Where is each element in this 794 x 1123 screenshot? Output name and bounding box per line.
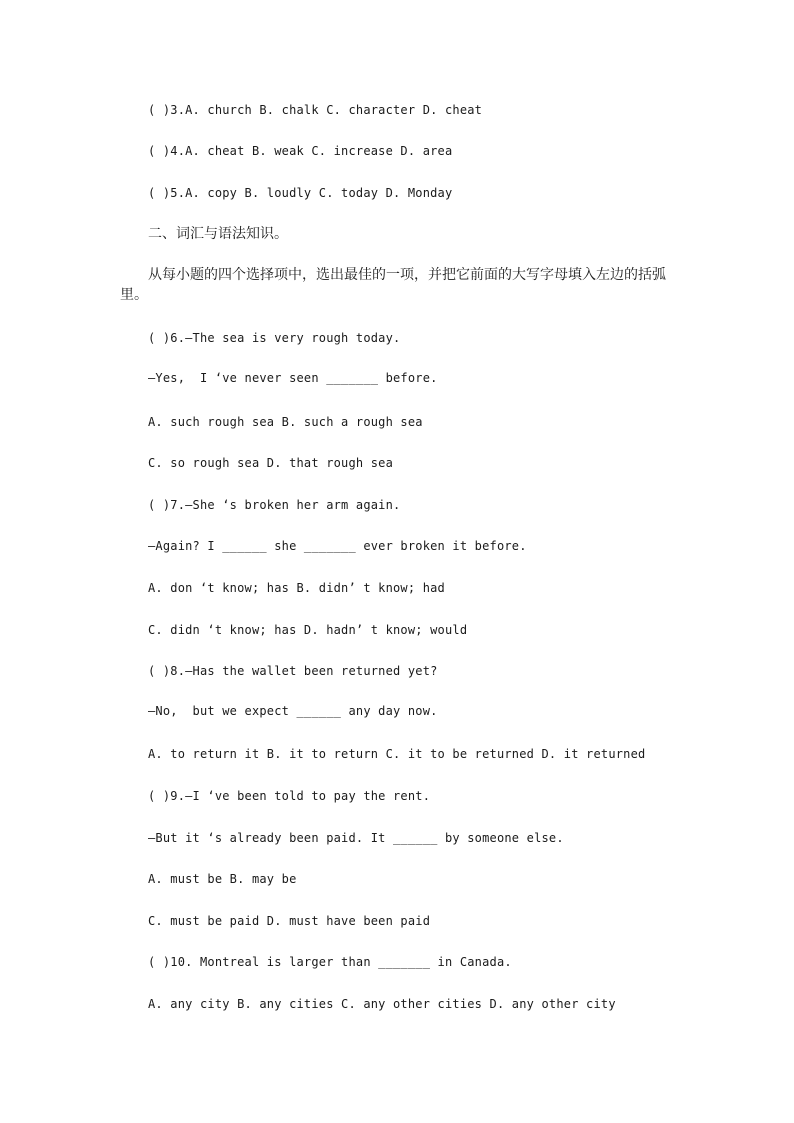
question-6-reply: —Yes, I ‘ve never seen _______ before.: [148, 371, 438, 385]
question-10-stem: ( )10. Montreal is larger than _______ in Canada.: [148, 955, 512, 969]
question-7-reply: —Again? I ______ she _______ ever broken it before.: [148, 539, 527, 553]
question-9-options-cd: C. must be paid D. must have been paid: [148, 914, 431, 928]
question-3: ( )3.A. church B. chalk C. character D. cheat: [148, 103, 483, 117]
question-4: ( )4.A. cheat B. weak C. increase D. area: [148, 144, 453, 158]
instruction-paragraph: 从每小题的四个选择项中，选出最佳的一项，并把它前面的大写字母填入左边的括弧里。: [120, 267, 666, 303]
question-6-options-cd: C. so rough sea D. that rough sea: [148, 456, 394, 470]
question-7-options-cd: C. didn ‘t know; has D. hadn’ t know; would: [148, 623, 468, 637]
question-7-stem: ( )7.—She ‘s broken her arm again.: [148, 498, 401, 512]
question-8-reply: —No, but we expect ______ any day now.: [148, 704, 438, 718]
question-8-stem: ( )8.—Has the wallet been returned yet?: [148, 664, 438, 678]
section-title: 二、词汇与语法知识。: [148, 226, 288, 242]
question-5: ( )5.A. copy B. loudly C. today D. Monday: [148, 186, 453, 200]
question-10-options: A. any city B. any cities C. any other cities D. any other city: [148, 997, 616, 1011]
question-9-options-ab: A. must be B. may be: [148, 872, 297, 886]
question-6-options-ab: A. such rough sea B. such a rough sea: [148, 415, 423, 429]
question-8-options: A. to return it B. it to return C. it to be returned D. it returned: [148, 747, 646, 761]
question-9-reply: —But it ‘s already been paid. It ______ by someone else.: [148, 831, 564, 845]
question-6-stem: ( )6.—The sea is very rough today.: [148, 331, 401, 345]
question-7-options-ab: A. don ‘t know; has B. didn’ t know; had: [148, 581, 445, 595]
question-9-stem: ( )9.—I ‘ve been told to pay the rent.: [148, 789, 431, 803]
